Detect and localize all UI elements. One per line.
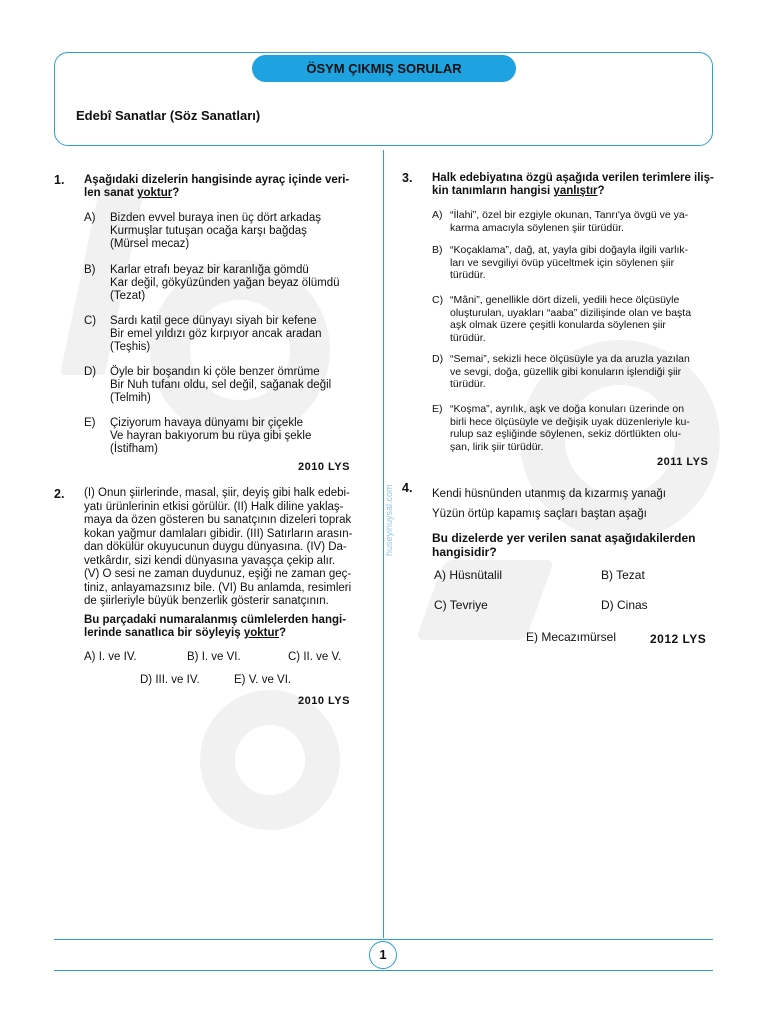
subject-title: Edebî Sanatlar (Söz Sanatları) bbox=[76, 108, 261, 123]
verse: Kendi hüsnünden utanmış da kızarmış yanağı Yüzün örtüp kapamış saçları baştan aşağı bbox=[432, 488, 666, 520]
option-d[interactable]: D) III. ve IV. bbox=[140, 674, 200, 686]
option-c[interactable]: C) “Mâni”, genellikle dört dizeli, yedili hece ölçüsüyle oluşturulan, uyakları “aaba” dizilişinde olan ve başta aşk olmak üzere çeşitli konularda söylenen şiir türüdür. bbox=[432, 294, 692, 344]
question-number: 4. bbox=[402, 481, 413, 495]
option-b[interactable]: B) I. ve VI. bbox=[187, 651, 241, 663]
footer-line-bottom bbox=[54, 970, 713, 971]
stem-line: len sanat yoktur? bbox=[84, 187, 180, 199]
option-a[interactable]: A) Bizden evvel buraya inen üç dört arkadaş Kurmuşlar tutuşan ocağa karşı bağdaş (Mürsel mecaz) bbox=[84, 212, 321, 250]
option-b[interactable]: B) Karlar etrafı beyaz bir karanlığa gömdü Kar değil, gökyüzünden yağan beyaz ölümdü (Tezat) bbox=[84, 264, 340, 302]
option-c[interactable]: C) Tevriye bbox=[434, 598, 488, 612]
question-stem: Halk edebiyatına özgü aşağıda verilen terimlere iliş- kin tanımların hangisi yanlıştır? bbox=[432, 172, 714, 197]
question-paragraph: (I) Onun şiirlerinde, masal, şiir, deyiş gibi halk edebi- yatı ürünlerinin etkisi görülür. (II) Halk diline yaklaş- maya da özen gösteren bu sanatçının dizeleri toprak kokan yağmur damlaları gibidir. (III) Satırların arasın- dan dökülür okuyucunun duygu dünyasına. (IV) Da- vetkârdır, sizi kendi dünyasına yavaşça çekip alır. (V) O sesi ne zaman duydunuz, eşiği ne zaman geç- tiniz, anlayamazsınız bile. (VI) Bu anlamda, resimleri de şiirleriyle büyük benzerlik gösterir sanatçının. bbox=[84, 487, 353, 607]
option-b[interactable]: B) Tezat bbox=[601, 568, 645, 582]
option-e[interactable]: E) V. ve VI. bbox=[234, 674, 292, 686]
option-d[interactable]: D) “Semai”, sekizli hece ölçüsüyle ya da aruzla yazılan ve sevgi, doğa, güzellik gibi konuların işlendiği şiir türüdür. bbox=[432, 353, 690, 390]
option-e[interactable]: E) Çiziyorum havaya dünyamı bir çiçekle Ve hayran bakıyorum bu rüya gibi şekle (İstifham) bbox=[84, 417, 312, 455]
question-stem bbox=[84, 174, 349, 200]
exam-year: 2011 LYS bbox=[657, 456, 709, 468]
option-e[interactable]: E) “Koşma”, ayrılık, aşk ve doğa konuları üzerinde on birli hece ölçüsüyle ve değişik uyak düzenleriyle ku- rulup saz eşliğinde söylenen, sekiz dörtlükten olu- şan, lirik şiir türüdür. bbox=[432, 403, 690, 453]
option-d[interactable]: D) Cinas bbox=[601, 598, 648, 612]
stem-line: Aşağıdaki dizelerin hangisinde ayraç içinde veri- bbox=[84, 174, 350, 186]
exam-year: 2012 LYS bbox=[650, 632, 707, 646]
option-c[interactable]: C) II. ve V. bbox=[288, 651, 342, 663]
question-number: 1. bbox=[54, 173, 65, 187]
question-number: 3. bbox=[402, 171, 413, 185]
option-c[interactable]: C) Sardı katil gece dünyayı siyah bir kefene Bir emel yıldızı göz kırpıyor ancak aradan (Teşhis) bbox=[84, 315, 322, 353]
option-a[interactable]: A) “İlahi”, özel bir ezgiyle okunan, Tanrı'ya övgü ve ya- karma amacıyla söylenen şiir türüdür. bbox=[432, 209, 689, 234]
option-b[interactable]: B) “Koçaklama”, dağ, at, yayla gibi doğayla ilgili varlık- ları ve sevgiliyi övüp yüceltmek için söylenen şiir türüdür. bbox=[432, 244, 689, 281]
exam-year: 2010 LYS bbox=[298, 695, 350, 707]
exam-year: 2010 LYS bbox=[298, 461, 350, 473]
question-number: 2. bbox=[54, 487, 65, 501]
page-number: 1 bbox=[369, 941, 397, 969]
option-a[interactable]: A) I. ve IV. bbox=[84, 651, 137, 663]
watermark-shape bbox=[200, 690, 340, 830]
option-e[interactable]: E) Mecazımürsel bbox=[526, 630, 617, 644]
option-a[interactable]: A) Hüsnütalil bbox=[434, 568, 503, 582]
watermark-url: huseyinuysal.com bbox=[384, 484, 394, 556]
footer-line-top bbox=[54, 939, 713, 940]
question-stem: Bu dizelerde yer verilen sanat aşağıdakilerden hangisidir? bbox=[432, 531, 696, 559]
option-d[interactable]: D) Öyle bir boşandın ki çöle benzer ömrüme Bir Nuh tufanı oldu, sel değil, sağanak değil (Telmih) bbox=[84, 366, 332, 404]
question-stem: Bu parçadaki numaralanmış cümlelerden hangi- lerinde sanatlıca bir söyleyiş yoktur? bbox=[84, 614, 347, 639]
page-title: ÖSYM ÇIKMIŞ SORULAR bbox=[252, 55, 516, 82]
